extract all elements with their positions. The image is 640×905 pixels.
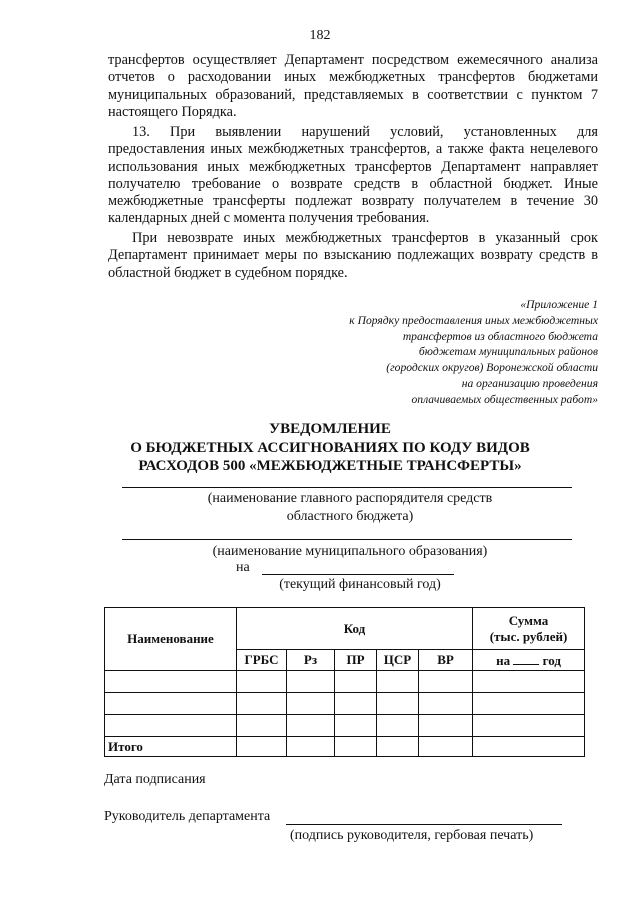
appropriations-table: [104, 607, 585, 757]
paragraph-text: 13. При выявлении нарушений условий, установленных для предоставления иных межбюджетных трансфертов, а также факта нецелевого использования иных межбюджетных трансфертов Департамент направляет получателю требование о возврате средств в областной бюджет. Иные межбюджетные трансферты подлежат возврату получателем в течение 30 календарных дней с момента получения требования.: [108, 124, 598, 227]
appendix-line: «Приложение 1: [520, 298, 598, 311]
table-cell[interactable]: [237, 737, 287, 757]
header-code: Код: [237, 608, 473, 650]
body-paragraph-3: [108, 230, 598, 282]
table-cell[interactable]: [377, 693, 419, 715]
title-line: О БЮДЖЕТНЫХ АССИГНОВАНИЯХ ПО КОДУ ВИДОВ: [130, 439, 530, 456]
distributor-caption-1: (наименование главного распорядителя средств: [207, 491, 493, 506]
appendix-line: к Порядку предоставления иных межбюджетных: [349, 313, 598, 327]
body-paragraph-2: [108, 124, 598, 228]
municipality-caption: (наименование муниципального образования): [212, 544, 488, 559]
year-blank[interactable]: [513, 652, 539, 665]
header-sum: [473, 608, 585, 650]
paragraph-text: трансфертов осуществляет Департамент посредством ежемесячного анализа отчетов о расходовании иных межбюджетных трансфертов бюджетами муниципальных образований, представляемых в соответствии с пунктом 7 настоящего Порядка.: [108, 52, 598, 120]
table-cell[interactable]: [377, 737, 419, 757]
table-cell[interactable]: [473, 671, 585, 693]
body-paragraph-1: [108, 52, 598, 121]
signature-line[interactable]: [286, 824, 562, 825]
table-cell[interactable]: [237, 715, 287, 737]
table-cell[interactable]: [287, 693, 335, 715]
header-year: [473, 650, 585, 671]
appendix-line: бюджетам муниципальных районов: [418, 345, 598, 359]
table-cell[interactable]: [473, 737, 585, 757]
on-label: на: [236, 560, 250, 575]
paragraph-text: При невозврате иных межбюджетных трансфертов в указанный срок Департамент принимает меры по взысканию подлежащих возврату средств в областной бюджет в судебном порядке.: [108, 230, 598, 281]
year-caption: (текущий финансовый год): [279, 577, 441, 592]
title-line: РАСХОДОВ 500 «МЕЖБЮДЖЕТНЫЕ ТРАНСФЕРТЫ»: [138, 458, 522, 474]
table-cell[interactable]: [419, 737, 473, 757]
distributor-caption-2: областного бюджета): [286, 509, 414, 524]
table-cell[interactable]: [473, 693, 585, 715]
table-header-row: [105, 608, 585, 650]
table-cell[interactable]: [105, 671, 237, 693]
signing-date-label: Дата подписания: [104, 772, 206, 787]
table-cell[interactable]: [335, 693, 377, 715]
header-csr: ЦСР: [377, 650, 419, 671]
appendix-note: [280, 297, 598, 408]
table-row: [105, 671, 585, 693]
table-cell[interactable]: [335, 737, 377, 757]
table-cell[interactable]: [335, 671, 377, 693]
header-pr: ПР: [335, 650, 377, 671]
signature-caption: (подпись руководителя, гербовая печать): [290, 828, 534, 843]
table-total-row: [105, 737, 585, 757]
table-cell[interactable]: [287, 737, 335, 757]
table-cell[interactable]: [419, 693, 473, 715]
header-rz: Рз: [287, 650, 335, 671]
year-fill-line[interactable]: [262, 574, 454, 575]
appendix-line: (городских округов) Воронежской области: [386, 361, 598, 375]
department-head-label: Руководитель департамента: [104, 809, 271, 824]
distributor-fill-line[interactable]: [122, 487, 572, 488]
header-grbs: ГРБС: [237, 650, 287, 671]
table-cell[interactable]: [419, 671, 473, 693]
appendix-line: трансфертов из областного бюджета: [402, 329, 598, 343]
table-cell[interactable]: [105, 693, 237, 715]
table-cell[interactable]: [473, 715, 585, 737]
table-row: [105, 715, 585, 737]
table-row: [105, 693, 585, 715]
table-cell[interactable]: [237, 693, 287, 715]
table-cell[interactable]: [377, 715, 419, 737]
header-vr: ВР: [419, 650, 473, 671]
table-cell[interactable]: [287, 715, 335, 737]
table-cell[interactable]: [419, 715, 473, 737]
notice-title: [80, 420, 580, 476]
header-year-suffix: год: [542, 652, 561, 668]
title-line: УВЕДОМЛЕНИЕ: [269, 421, 391, 437]
header-name: Наименование: [105, 608, 237, 671]
appendix-line: оплачиваемых общественных работ»: [411, 392, 598, 406]
table-cell[interactable]: [237, 671, 287, 693]
table-cell[interactable]: [377, 671, 419, 693]
header-year-prefix: на: [496, 652, 511, 668]
total-label: Итого: [105, 737, 237, 757]
table-cell[interactable]: [335, 715, 377, 737]
table-cell[interactable]: [287, 671, 335, 693]
municipality-fill-line[interactable]: [122, 539, 572, 540]
header-sum-line-1: Сумма: [508, 612, 549, 628]
header-sum-line-2: (тыс. рублей): [489, 628, 568, 644]
table-cell[interactable]: [105, 715, 237, 737]
appendix-line: на организацию проведения: [461, 376, 598, 390]
page-number: 182: [309, 28, 331, 43]
